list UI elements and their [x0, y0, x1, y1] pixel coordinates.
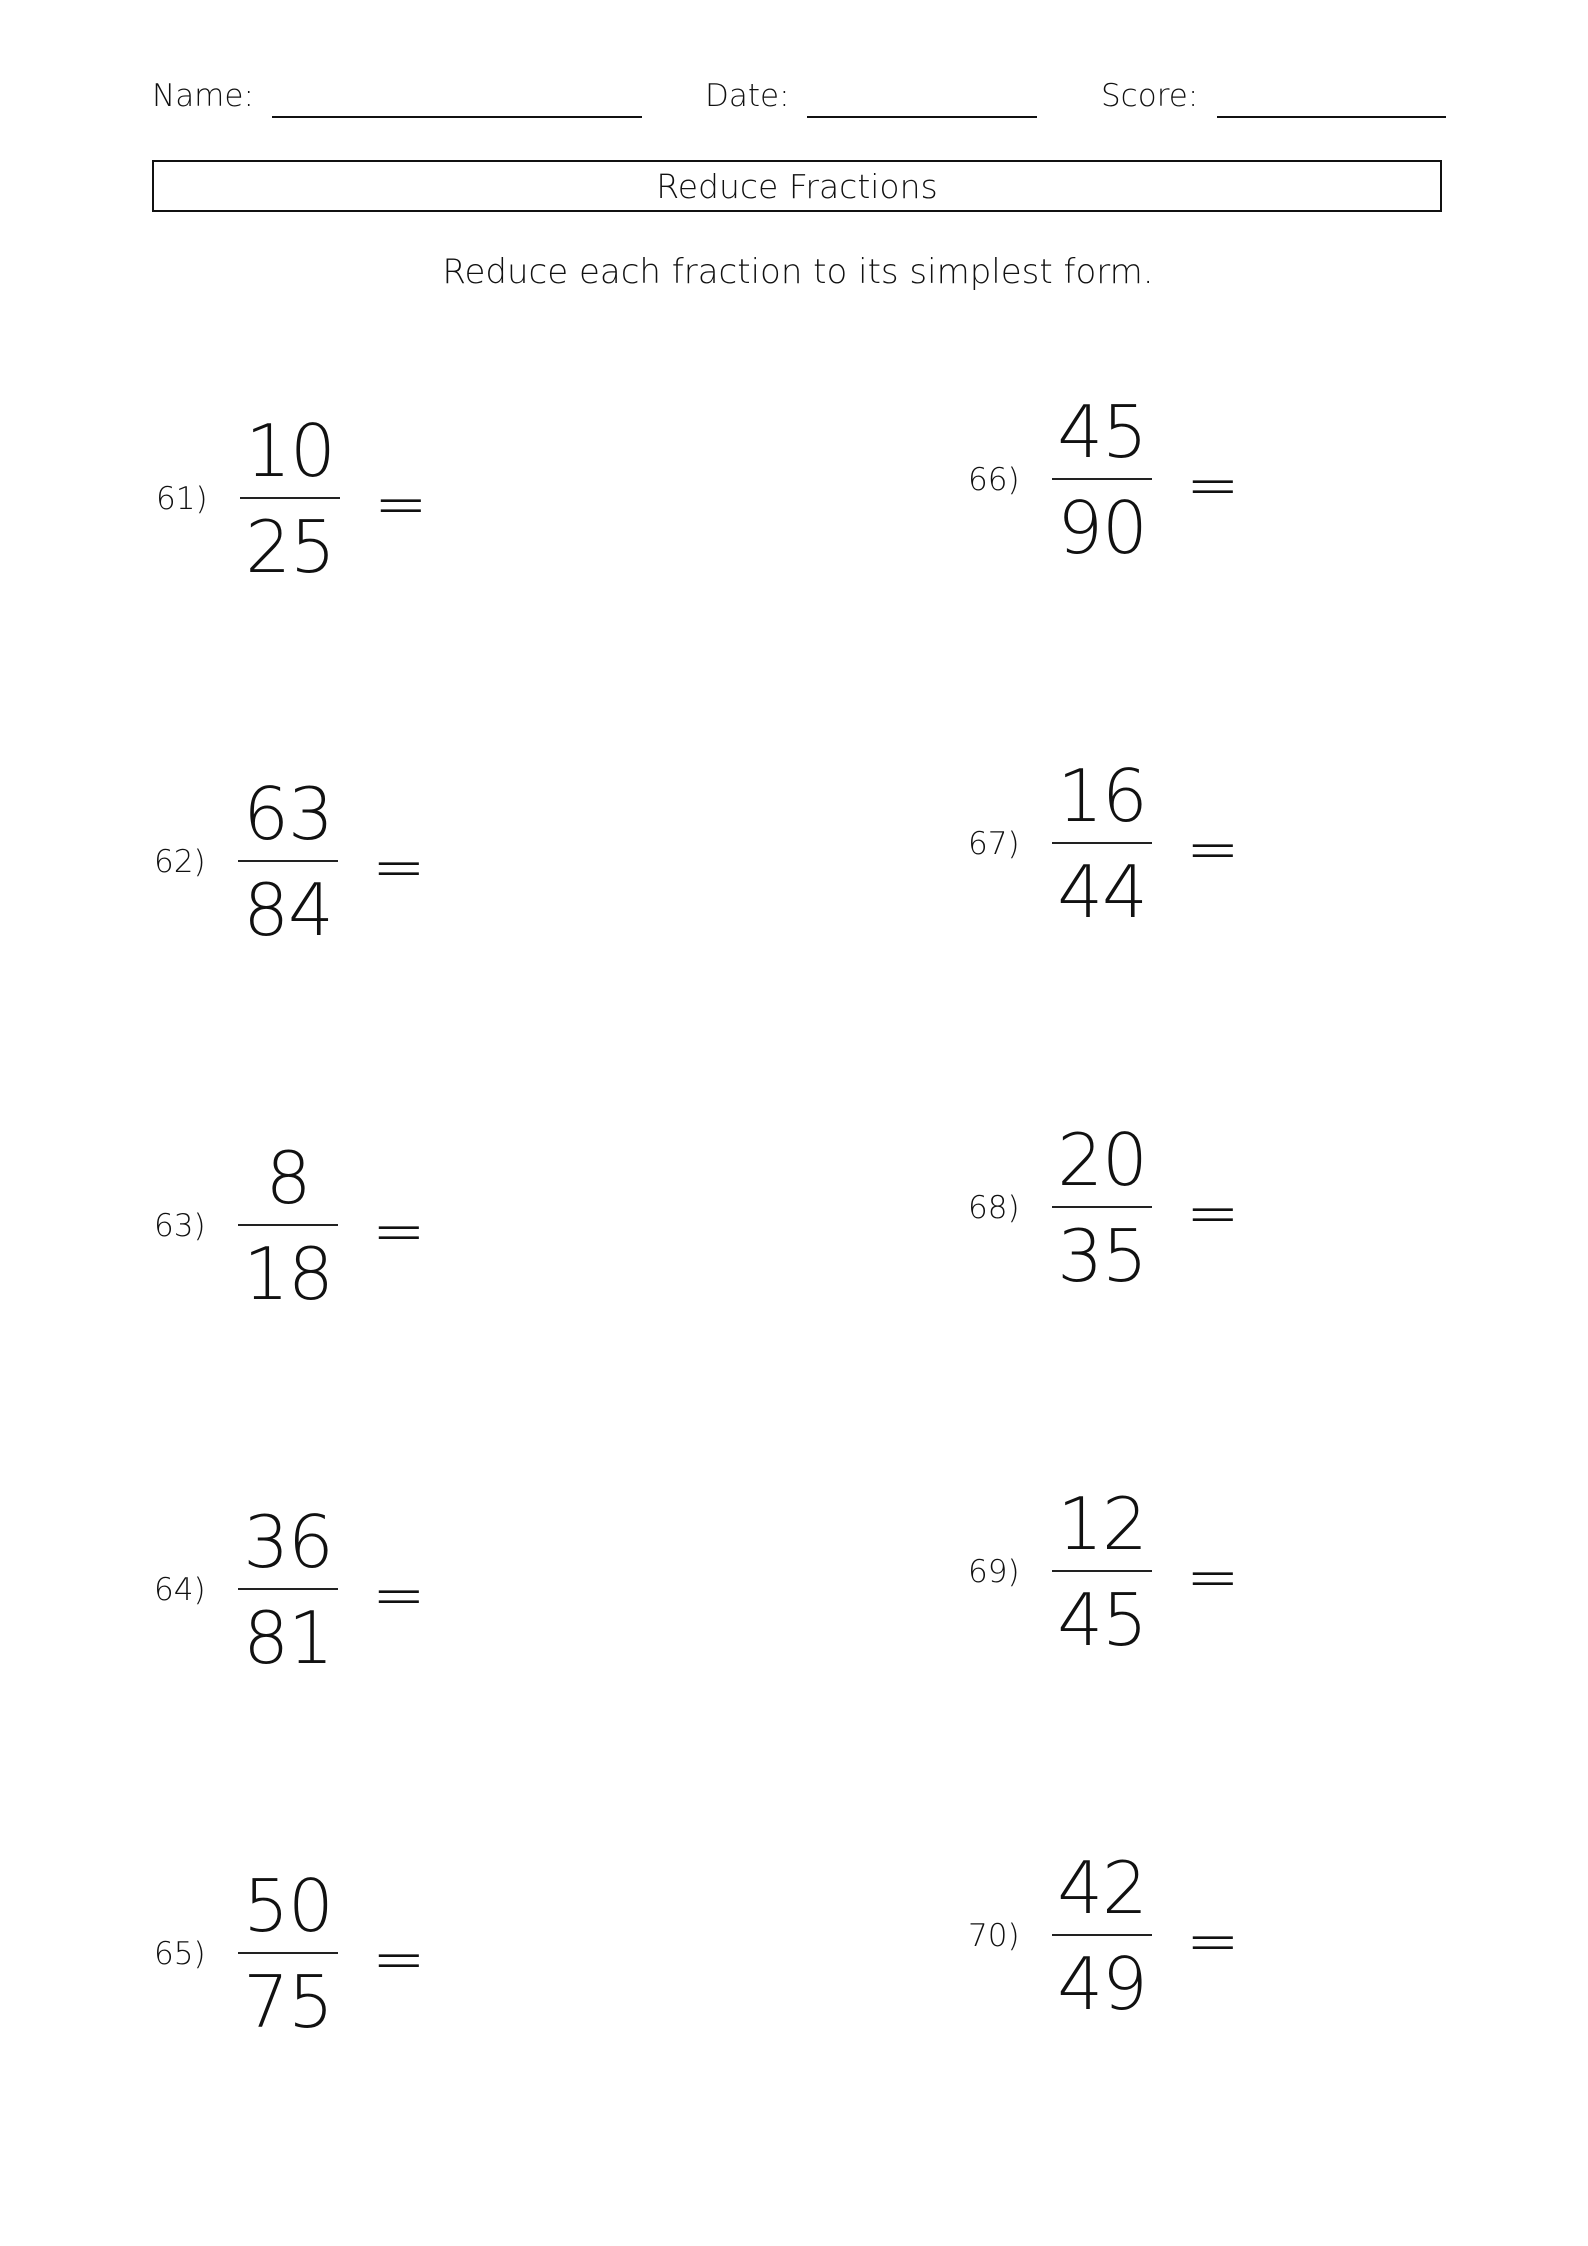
problem-67	[968, 750, 1408, 940]
fraction-bar	[1052, 478, 1152, 480]
fraction	[238, 1496, 338, 1686]
name-blank-line[interactable]	[272, 116, 642, 118]
fraction	[1052, 386, 1152, 576]
problem-70	[968, 1842, 1408, 2032]
fraction-bar	[238, 1952, 338, 1954]
score-blank-line[interactable]	[1217, 116, 1446, 118]
date-label: Date:	[705, 78, 790, 114]
problem-number: 69)	[968, 1554, 1020, 1590]
worksheet-title: Reduce Fractions	[152, 160, 1442, 212]
fraction	[238, 1132, 338, 1322]
problem-69	[968, 1478, 1408, 1668]
name-label: Name:	[152, 78, 254, 114]
numerator: 45	[1057, 390, 1147, 474]
equals-sign: =	[1186, 1541, 1240, 1615]
fraction	[1052, 1114, 1152, 1304]
denominator: 45	[1057, 1578, 1147, 1662]
numerator: 50	[243, 1864, 333, 1948]
denominator: 75	[243, 1960, 333, 2044]
equals-sign: =	[372, 831, 426, 905]
equals-sign: =	[1186, 1177, 1240, 1251]
denominator: 84	[243, 868, 333, 952]
problem-number: 70)	[968, 1918, 1020, 1954]
fraction	[1052, 750, 1152, 940]
fraction-bar	[240, 497, 340, 499]
problem-62	[154, 768, 594, 958]
denominator: 90	[1057, 486, 1147, 570]
equals-sign: =	[372, 1195, 426, 1269]
name-field[interactable]	[152, 72, 642, 122]
fraction-bar	[1052, 842, 1152, 844]
problem-number: 64)	[154, 1572, 206, 1608]
numerator: 16	[1057, 754, 1147, 838]
equals-sign: =	[1186, 449, 1240, 523]
score-field[interactable]	[1101, 72, 1446, 122]
problem-number: 67)	[968, 826, 1020, 862]
numerator: 20	[1057, 1118, 1147, 1202]
fraction	[238, 768, 338, 958]
problem-66	[968, 386, 1408, 576]
equals-sign: =	[372, 1559, 426, 1633]
fraction-bar	[238, 1588, 338, 1590]
fraction	[238, 1860, 338, 2050]
problem-number: 61)	[156, 481, 208, 517]
numerator: 36	[243, 1500, 333, 1584]
denominator: 49	[1057, 1942, 1147, 2026]
problem-65	[154, 1860, 594, 2050]
numerator: 8	[265, 1136, 311, 1220]
denominator: 44	[1057, 850, 1147, 934]
equals-sign: =	[1186, 813, 1240, 887]
equals-sign: =	[372, 1923, 426, 1997]
denominator: 25	[245, 505, 335, 589]
equals-sign: =	[374, 468, 428, 542]
fraction-bar	[1052, 1206, 1152, 1208]
denominator: 81	[243, 1596, 333, 1680]
score-label: Score:	[1101, 78, 1199, 114]
fraction	[1052, 1478, 1152, 1668]
problem-63	[154, 1132, 594, 1322]
numerator: 10	[245, 409, 335, 493]
problem-61	[156, 405, 596, 595]
denominator: 35	[1057, 1214, 1147, 1298]
problem-number: 66)	[968, 462, 1020, 498]
problem-number: 65)	[154, 1936, 206, 1972]
numerator: 42	[1057, 1846, 1147, 1930]
fraction-bar	[238, 1224, 338, 1226]
problem-number: 68)	[968, 1190, 1020, 1226]
instructions: Reduce each fraction to its simplest form.	[442, 252, 1154, 292]
problem-number: 63)	[154, 1208, 206, 1244]
numerator: 12	[1057, 1482, 1147, 1566]
fraction-bar	[1052, 1570, 1152, 1572]
problem-64	[154, 1496, 594, 1686]
fraction	[240, 405, 340, 595]
worksheet-header	[152, 72, 1446, 122]
fraction-bar	[1052, 1934, 1152, 1936]
problem-number: 62)	[154, 844, 206, 880]
numerator: 63	[243, 772, 333, 856]
problem-68	[968, 1114, 1408, 1304]
equals-sign: =	[1186, 1905, 1240, 1979]
fraction	[1052, 1842, 1152, 2032]
fraction-bar	[238, 860, 338, 862]
denominator: 18	[243, 1232, 333, 1316]
date-blank-line[interactable]	[807, 116, 1037, 118]
